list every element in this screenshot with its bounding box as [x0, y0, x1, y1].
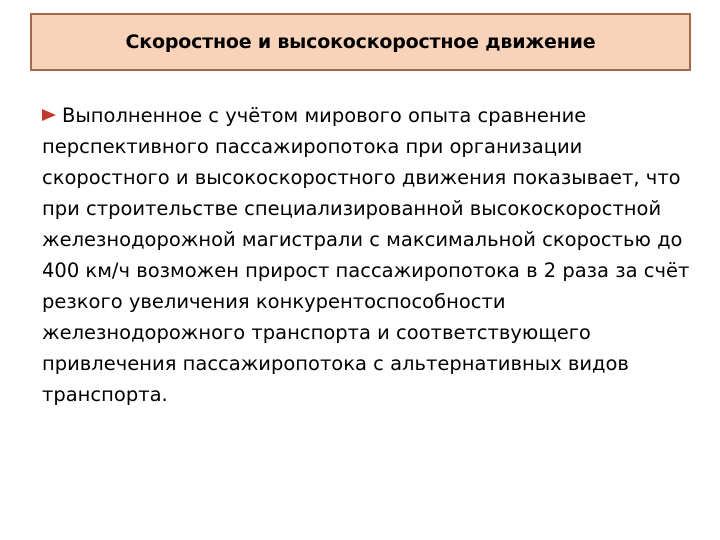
- body-paragraph-block: [42, 100, 692, 410]
- title-banner: [30, 13, 691, 71]
- slide-title: Скоростное и высокоскоростное движение: [125, 31, 596, 53]
- right-triangle-bullet-icon: [42, 109, 56, 121]
- body-paragraph: Выполненное с учётом мирового опыта сравнение перспективного пассажиропотока при организации скоростного и высокоскоростного движения показывает, что при строительстве специализированной высокоскоростной железнодорожной магистрали с максимальной скоростью до 400 км/ч возможен прирост пассажиропотока в 2 раза за счёт резкого увеличения конкурентоспособности железнодорожного транспорта и соответствующего привлечения пассажиропотока с альтернативных видов транспорта.: [42, 104, 690, 406]
